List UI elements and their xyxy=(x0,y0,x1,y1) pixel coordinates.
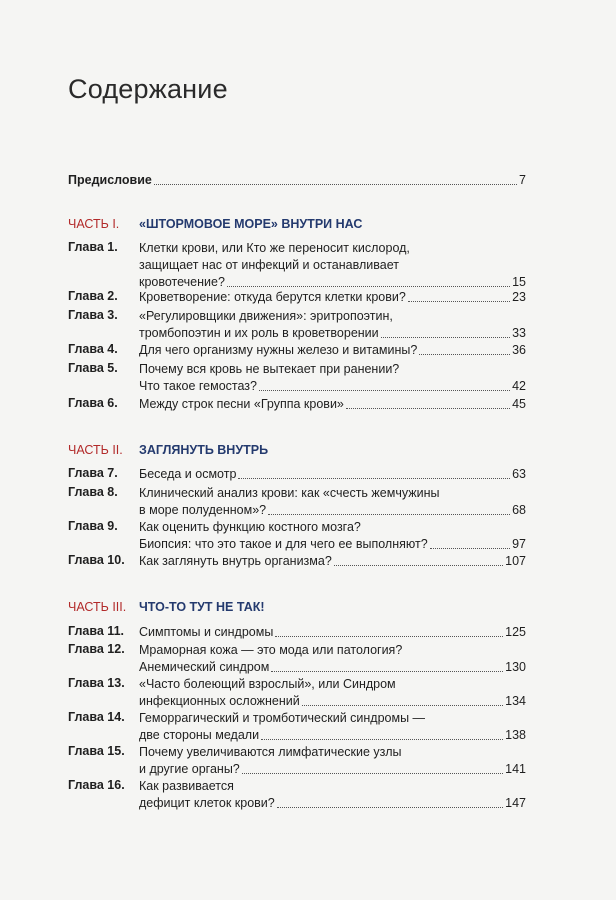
chapter-label: Глава 8. xyxy=(68,485,118,499)
page-number: 138 xyxy=(505,728,526,742)
dot-leader xyxy=(334,565,503,566)
dot-leader xyxy=(261,739,503,740)
chapter-title-line: Почему увеличиваются лимфатические узлы xyxy=(139,745,402,759)
page-number: 68 xyxy=(512,503,526,517)
page-number: 15 xyxy=(512,275,526,289)
chapter-title-line: и другие органы? xyxy=(139,762,240,776)
chapter-label: Глава 10. xyxy=(68,553,125,567)
page-number: 147 xyxy=(505,796,526,810)
chapter-label: Глава 12. xyxy=(68,642,125,656)
page-number: 97 xyxy=(512,537,526,551)
chapter-title-line: Геморрагический и тромботический синдромы — xyxy=(139,711,426,725)
page-number: 42 xyxy=(512,379,526,393)
dot-leader xyxy=(302,705,503,706)
dot-leader xyxy=(408,301,510,302)
part-title: ЧТО-ТО ТУТ НЕ ТАК! xyxy=(139,600,265,614)
page-number: 130 xyxy=(505,660,526,674)
chapter-title-line: инфекционных осложнений xyxy=(139,694,300,708)
dot-leader xyxy=(271,671,503,672)
page-title: Содержание xyxy=(68,74,228,104)
chapter-title-line: Для чего организму нужны железо и витамины? xyxy=(139,343,418,357)
chapter-title-line: дефицит клеток крови? xyxy=(139,796,275,810)
dot-leader xyxy=(268,514,510,515)
chapter-title-line: «Часто болеющий взрослый», или Синдром xyxy=(139,677,396,691)
chapter-title-line: Кроветворение: откуда берутся клетки крови? xyxy=(139,290,406,304)
chapter-label: Глава 5. xyxy=(68,361,118,375)
dot-leader xyxy=(277,807,503,808)
dot-leader xyxy=(259,390,510,391)
page-number: 45 xyxy=(512,397,526,411)
chapter-label: Глава 11. xyxy=(68,624,124,638)
dot-leader xyxy=(346,408,510,409)
chapter-label: Глава 2. xyxy=(68,289,118,303)
preface-title: Предисловие xyxy=(68,173,152,187)
chapter-label: Глава 16. xyxy=(68,778,125,792)
chapter-title-line: Анемический синдром xyxy=(139,660,270,674)
chapter-title-line: Между строк песни «Группа крови» xyxy=(139,397,344,411)
chapter-title-line: «Регулировщики движения»: эритропоэтин, xyxy=(139,309,393,323)
chapter-label: Глава 13. xyxy=(68,676,125,690)
page-number: 107 xyxy=(505,554,526,568)
page-number: 141 xyxy=(505,762,526,776)
chapter-label: Глава 7. xyxy=(68,466,118,480)
chapter-label: Глава 4. xyxy=(68,342,118,356)
dot-leader xyxy=(275,636,503,637)
dot-leader xyxy=(430,548,510,549)
chapter-label: Глава 9. xyxy=(68,519,118,533)
chapter-title-line: Клетки крови, или Кто же переносит кислород, xyxy=(139,241,410,255)
chapter-title-line: Беседа и осмотр xyxy=(139,467,237,481)
part-title: «ШТОРМОВОЕ МОРЕ» ВНУТРИ НАС xyxy=(139,217,363,231)
part-label: ЧАСТЬ I. xyxy=(68,217,120,231)
part-title: ЗАГЛЯНУТЬ ВНУТРЬ xyxy=(139,443,269,457)
page-number: 33 xyxy=(512,326,526,340)
chapter-title-line: Биопсия: что это такое и для чего ее выполняют? xyxy=(139,537,428,551)
dot-leader xyxy=(242,773,503,774)
toc-entry-preface[interactable] xyxy=(68,172,526,189)
chapter-title-line: Клинический анализ крови: как «счесть жемчужины xyxy=(139,486,440,500)
dot-leader xyxy=(381,337,510,338)
chapter-title-line: защищает нас от инфекций и останавливает xyxy=(139,258,399,272)
chapter-title-line: Как оценить функцию костного мозга? xyxy=(139,520,361,534)
chapter-label: Глава 1. xyxy=(68,240,118,254)
chapter-title-line: тромбопоэтин и их роль в кроветворении xyxy=(139,326,379,340)
chapter-title-line: Как развивается xyxy=(139,779,234,793)
chapter-label: Глава 14. xyxy=(68,710,125,724)
page-number: 23 xyxy=(512,290,526,304)
chapter-title-line: две стороны медали xyxy=(139,728,260,742)
part-label: ЧАСТЬ III. xyxy=(68,600,127,614)
chapter-label: Глава 3. xyxy=(68,308,118,322)
part-label: ЧАСТЬ II. xyxy=(68,443,123,457)
chapter-title-line: Мраморная кожа — это мода или патология? xyxy=(139,643,403,657)
page-number: 63 xyxy=(512,467,526,481)
chapter-title-line: Как заглянуть внутрь организма? xyxy=(139,554,332,568)
page-number: 36 xyxy=(512,343,526,357)
page-number: 7 xyxy=(519,173,526,187)
page-number: 125 xyxy=(505,625,526,639)
dot-leader xyxy=(238,478,510,479)
page-number: 134 xyxy=(505,694,526,708)
chapter-title-line: Что такое гемостаз? xyxy=(139,379,257,393)
dot-leader xyxy=(419,354,510,355)
part-heading xyxy=(68,217,363,231)
chapter-title-line: кровотечение? xyxy=(139,275,225,289)
chapter-label: Глава 15. xyxy=(68,744,125,758)
chapter-label: Глава 6. xyxy=(68,396,118,410)
part-heading xyxy=(68,443,269,457)
chapter-title-line: Почему вся кровь не вытекает при ранении? xyxy=(139,362,400,376)
dot-leader xyxy=(227,286,510,287)
dot-leader xyxy=(154,184,517,185)
part-heading xyxy=(68,600,265,614)
chapter-title-line: в море полуденном»? xyxy=(139,503,267,517)
chapter-title-line: Симптомы и синдромы xyxy=(139,625,274,639)
